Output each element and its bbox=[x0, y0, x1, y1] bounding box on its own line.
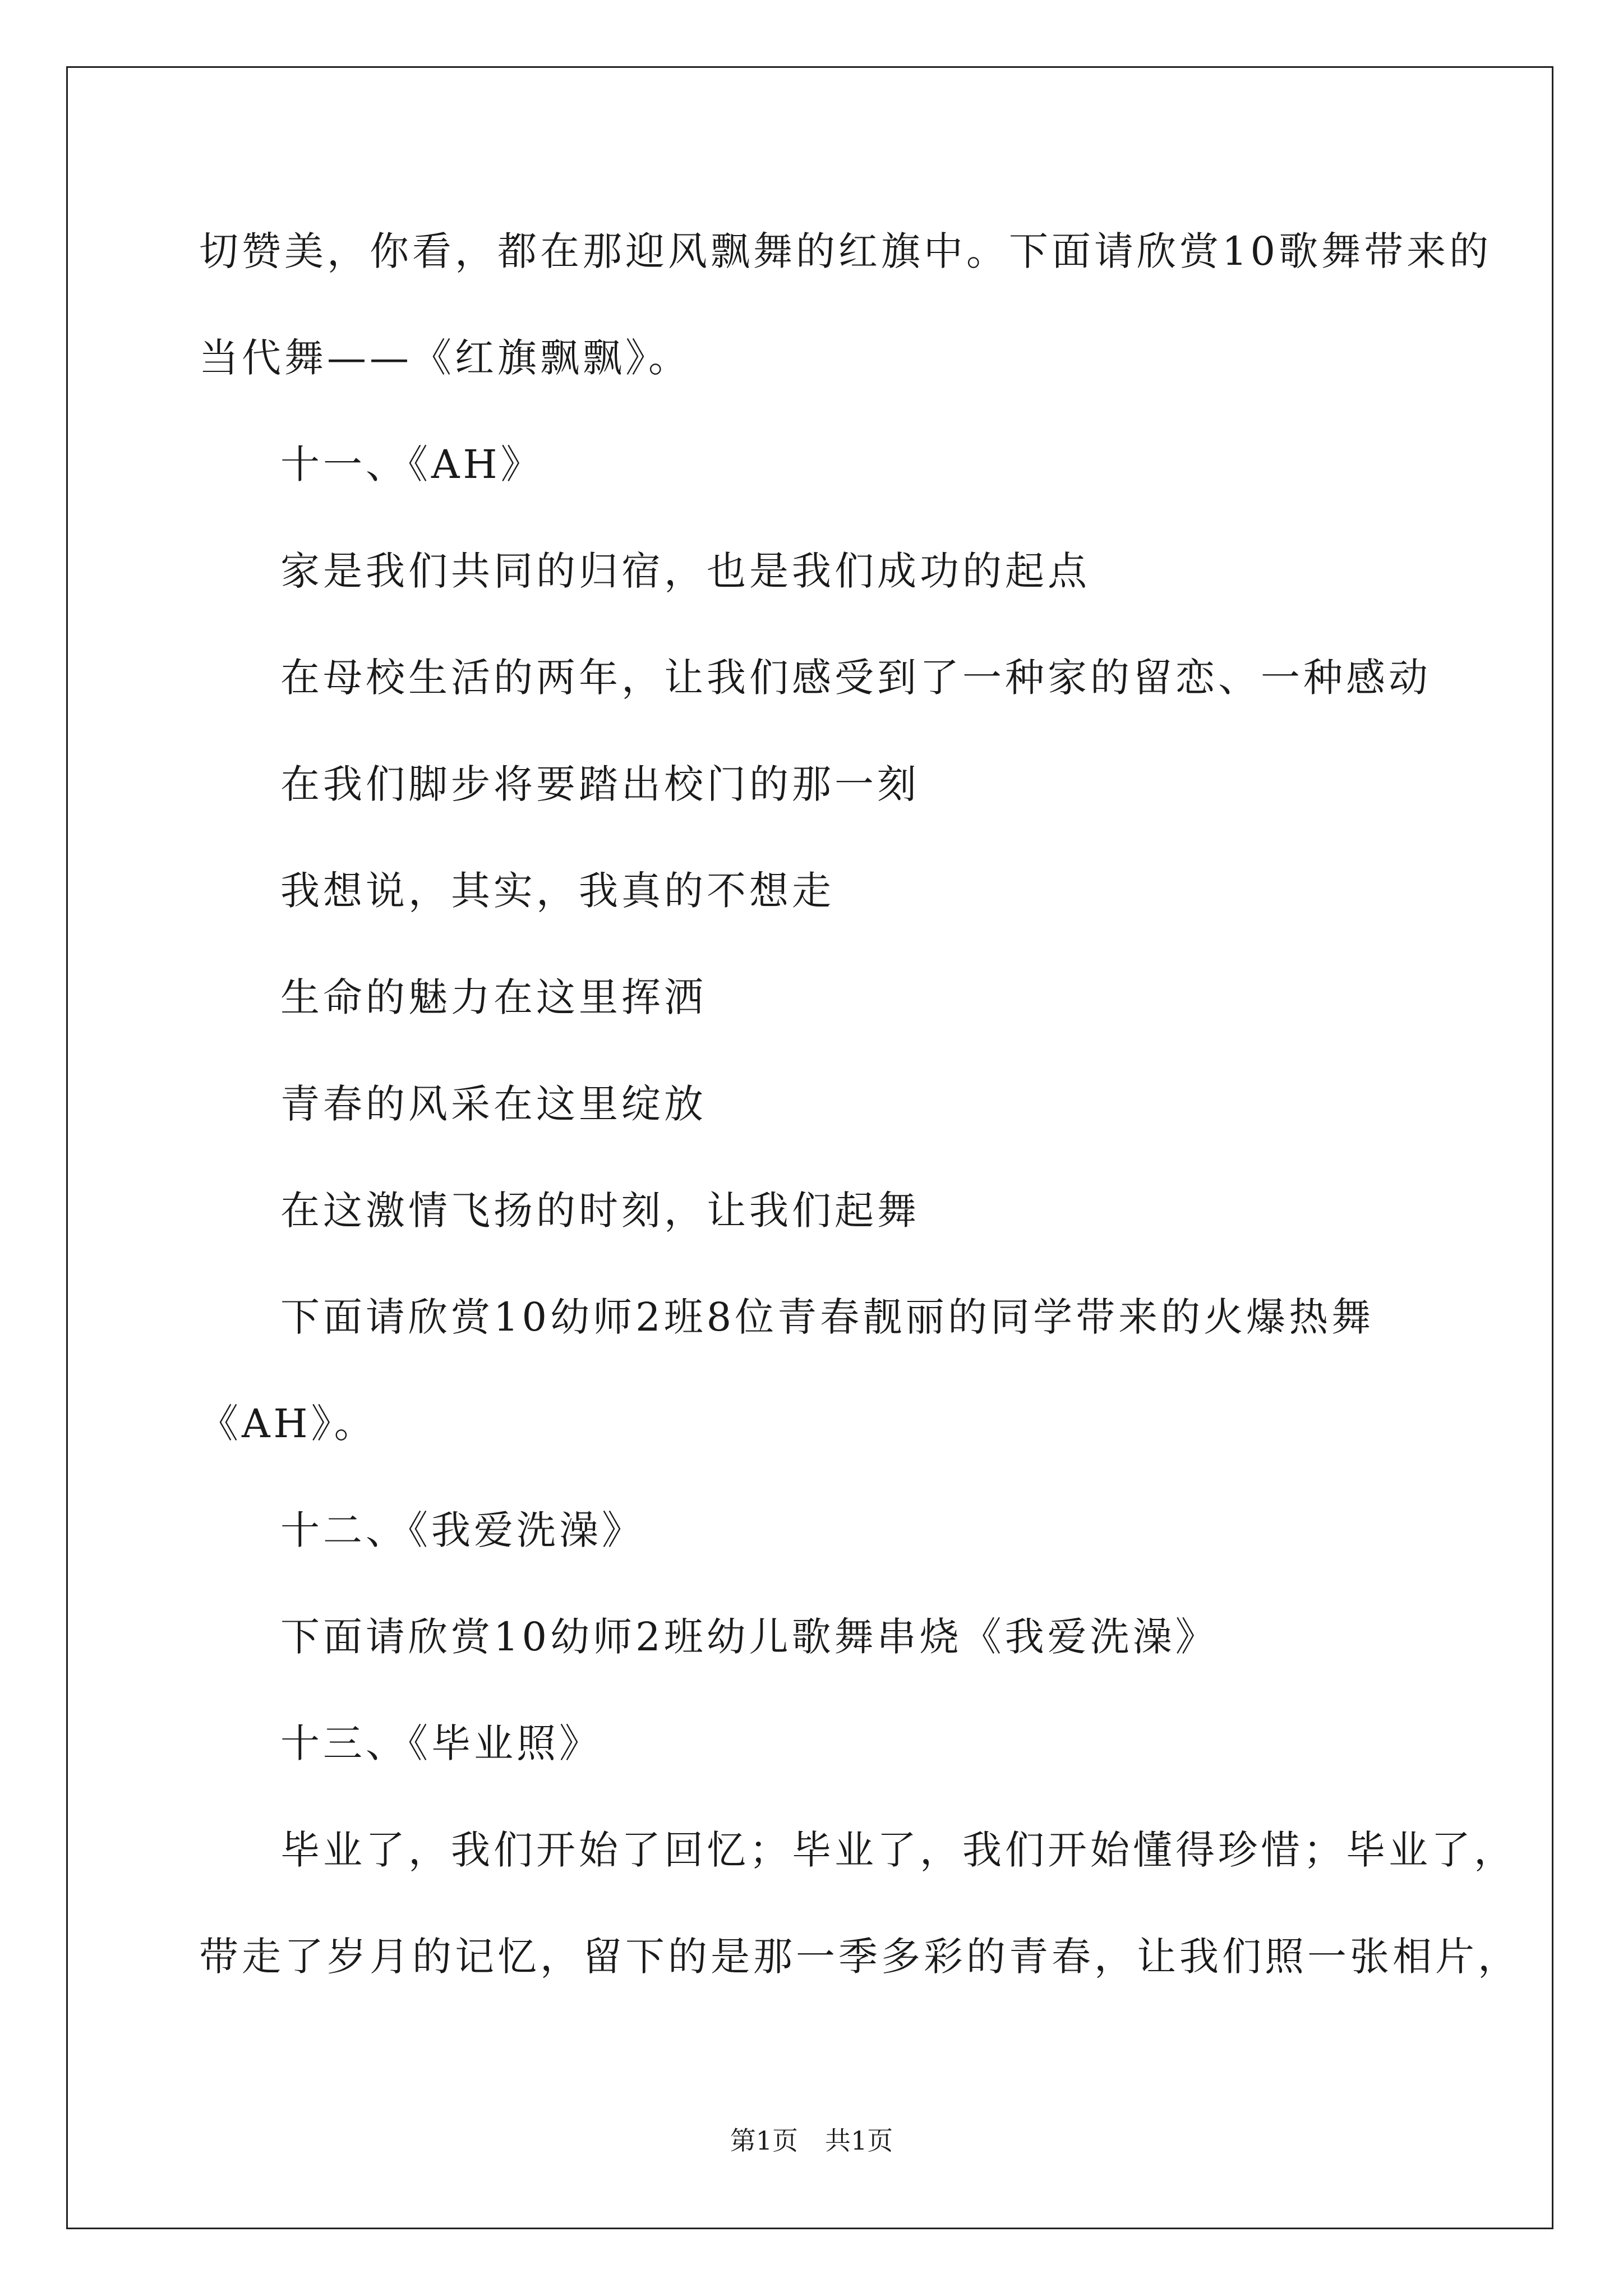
paragraph-line: 在这激情飞扬的时刻，让我们起舞 bbox=[280, 1188, 920, 1234]
section-heading: 十一、《AH》 bbox=[280, 441, 543, 487]
paragraph-line: 切赞美，你看，都在那迎风飘舞的红旗中。下面请欣赏10歌舞带来的 bbox=[199, 228, 1492, 274]
paragraph-line: 我想说，其实，我真的不想走 bbox=[280, 868, 834, 914]
paragraph-line: 带走了岁月的记忆，留下的是那一季多彩的青春，让我们照一张相片， bbox=[199, 1934, 1520, 1980]
paragraph-line: 在我们脚步将要踏出校门的那一刻 bbox=[280, 761, 920, 807]
paragraph-line: 下面请欣赏10幼师2班幼儿歌舞串烧《我爱洗澡》 bbox=[280, 1614, 1218, 1660]
paragraph-line: 家是我们共同的归宿，也是我们成功的起点 bbox=[280, 548, 1090, 594]
paragraph-line: 《AH》。 bbox=[199, 1401, 377, 1447]
paragraph-line: 生命的魅力在这里挥洒 bbox=[280, 974, 707, 1020]
page-total: 共1页 bbox=[825, 2125, 893, 2156]
paragraph-line: 青春的风采在这里绽放 bbox=[280, 1081, 707, 1127]
section-heading: 十三、《毕业照》 bbox=[280, 1720, 602, 1766]
paragraph-line: 在母校生活的两年，让我们感受到了一种家的留恋、一种感动 bbox=[280, 655, 1431, 701]
page-border bbox=[66, 66, 1553, 2229]
paragraph-line: 下面请欣赏10幼师2班8位青春靓丽的同学带来的火爆热舞 bbox=[280, 1294, 1375, 1340]
page-footer bbox=[0, 2125, 1623, 2156]
paragraph-line: 当代舞——《红旗飘飘》。 bbox=[199, 335, 691, 381]
paragraph-line: 毕业了，我们开始了回忆；毕业了，我们开始懂得珍惜；毕业了， bbox=[280, 1827, 1516, 1873]
section-heading: 十二、《我爱洗澡》 bbox=[280, 1507, 644, 1553]
page-number: 第1页 bbox=[730, 2125, 798, 2156]
